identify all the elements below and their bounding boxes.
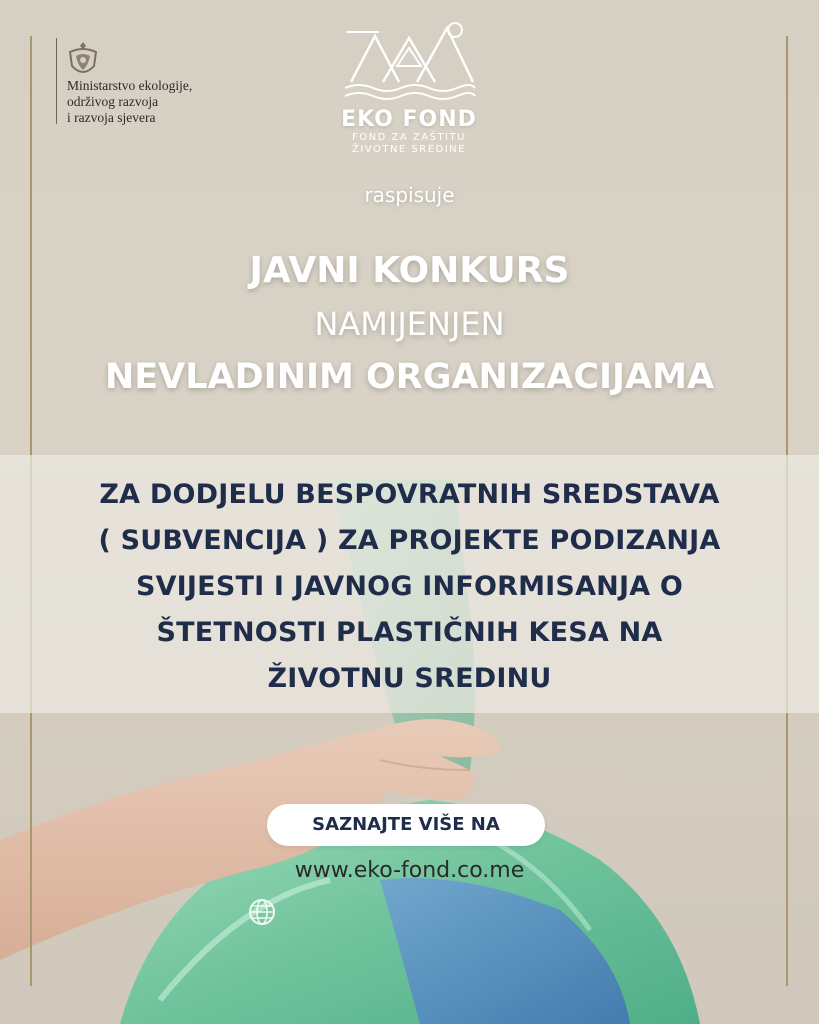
logo-subtitle-line1: FOND ZA ZAŠTITU (352, 132, 466, 143)
description-line: SVIJESTI I JAVNOG INFORMISANJA O (135, 571, 684, 602)
eko-fond-logo (334, 18, 484, 156)
ministry-line: održivog razvoja (67, 94, 159, 109)
ministry-block (56, 38, 192, 126)
heading-line2: NAMIJENJEN (314, 305, 505, 343)
logo-name: EKO FOND (341, 107, 477, 132)
crest-icon (66, 40, 100, 85)
ministry-divider (56, 38, 57, 124)
description-line: ŽIVOTNU SREDINU (267, 663, 552, 694)
logo-subtitle-line2: ŽIVOTNE SREDINE (352, 144, 466, 155)
description-line: ŠTETNOSTI PLASTIČNIH KESA NA (156, 617, 663, 648)
description-line: ( SUBVENCIJA ) ZA PROJEKTE PODIZANJA (98, 525, 721, 556)
ministry-line: i razvoja sjevera (67, 110, 156, 125)
description-text (0, 472, 819, 702)
heading-line1: JAVNI KONKURS (249, 250, 570, 291)
ministry-line: Ministarstvo ekologije, (67, 78, 193, 93)
description-line: ZA DODJELU BESPOVRATNIH SREDSTAVA (99, 479, 720, 510)
eko-fond-logo-icon (339, 87, 479, 104)
website-link[interactable]: www.eko-fond.co.me (294, 858, 525, 883)
ministry-name (67, 78, 192, 126)
heading-line3: NEVLADINIM ORGANIZACIJAMA (104, 357, 715, 397)
learn-more-button[interactable]: SAZNAJTE VIŠE NA (267, 804, 545, 846)
intro-text: raspisuje (364, 183, 455, 207)
globe-icon (247, 897, 277, 932)
